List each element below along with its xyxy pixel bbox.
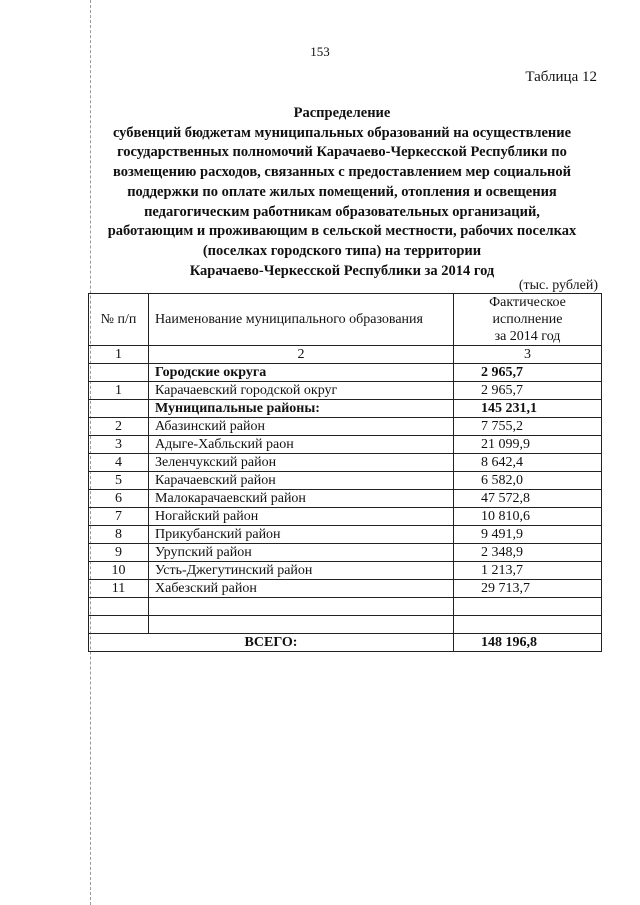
header-value-line: за 2014 год — [494, 329, 561, 344]
group-row-urban — [89, 364, 602, 382]
header-value-line: исполнение — [492, 312, 563, 327]
table-cell — [89, 364, 149, 382]
table-row — [89, 490, 602, 508]
row-value: 10 810,6 — [454, 508, 602, 526]
empty-row — [89, 598, 602, 616]
title-line: поддержки по оплате жилых помещений, отопления и освещения — [127, 183, 557, 200]
row-name: Усть-Джегутинский район — [149, 562, 454, 580]
row-value: 1 213,7 — [454, 562, 602, 580]
row-value: 6 582,0 — [454, 472, 602, 490]
header-name: Наименование муниципального образования — [149, 294, 454, 346]
table-cell — [149, 598, 454, 616]
header-value — [454, 294, 602, 346]
row-value: 7 755,2 — [454, 418, 602, 436]
header-num: № п/п — [89, 294, 149, 346]
table-row — [89, 544, 602, 562]
column-number: 3 — [454, 346, 602, 364]
row-name: Карачаевский городской округ — [149, 382, 454, 400]
group-label: Муниципальные районы: — [149, 400, 454, 418]
unit-label: (тыс. рублей) — [518, 278, 598, 293]
group-value: 2 965,7 — [454, 364, 602, 382]
table-cell — [149, 616, 454, 634]
page-number: 153 — [310, 44, 330, 59]
total-value: 148 196,8 — [454, 634, 602, 652]
title-line: педагогическим работникам образовательных организаций, — [144, 203, 540, 220]
table-row — [89, 436, 602, 454]
table-row — [89, 454, 602, 472]
row-name: Хабезский район — [149, 580, 454, 598]
row-value: 2 965,7 — [454, 382, 602, 400]
title-line: Карачаево-Черкесской Республики за 2014 год — [189, 262, 495, 279]
table-cell — [454, 616, 602, 634]
table-label: Таблица 12 — [525, 69, 597, 85]
table-header-row — [89, 294, 602, 346]
table-cell — [89, 616, 149, 634]
row-num: 4 — [89, 454, 149, 472]
group-value: 145 231,1 — [454, 400, 602, 418]
title-line: работающим и проживающим в сельской местности, рабочих поселках — [107, 223, 577, 240]
row-value: 47 572,8 — [454, 490, 602, 508]
column-number: 1 — [89, 346, 149, 364]
row-name: Зеленчукский район — [149, 454, 454, 472]
table-row — [89, 418, 602, 436]
title-line: Распределение — [293, 105, 391, 121]
row-name: Карачаевский район — [149, 472, 454, 490]
group-row-districts — [89, 400, 602, 418]
table-row — [89, 580, 602, 598]
header-value-line: Фактическое — [489, 295, 566, 310]
group-label: Городские округа — [149, 364, 454, 382]
row-num: 2 — [89, 418, 149, 436]
table-row — [89, 472, 602, 490]
table-row — [89, 562, 602, 580]
table-cell — [89, 598, 149, 616]
row-value: 9 491,9 — [454, 526, 602, 544]
column-number-row — [89, 346, 602, 364]
row-num: 8 — [89, 526, 149, 544]
row-num: 9 — [89, 544, 149, 562]
row-name: Малокарачаевский район — [149, 490, 454, 508]
column-number: 2 — [149, 346, 454, 364]
row-num: 10 — [89, 562, 149, 580]
spacer-row — [89, 616, 602, 634]
row-num: 7 — [89, 508, 149, 526]
row-value: 21 099,9 — [454, 436, 602, 454]
row-num: 6 — [89, 490, 149, 508]
table-row — [89, 382, 602, 400]
row-num: 11 — [89, 580, 149, 598]
row-name: Урупский район — [149, 544, 454, 562]
distribution-table — [88, 293, 602, 652]
title-line: субвенций бюджетам муниципальных образований на осуществление — [112, 124, 572, 141]
row-num: 5 — [89, 472, 149, 490]
title-line: (поселках городского типа) на территории — [202, 242, 482, 259]
table-cell — [89, 400, 149, 418]
title-line: государственных полномочий Карачаево-Черкесской Республики по — [117, 144, 567, 161]
table-row — [89, 526, 602, 544]
row-num: 3 — [89, 436, 149, 454]
row-name: Адыге-Хабльский раон — [149, 436, 454, 454]
table-cell — [454, 598, 602, 616]
row-name: Прикубанский район — [149, 526, 454, 544]
title-line: возмещению расходов, связанных с предоставлением мер социальной — [113, 164, 571, 181]
row-value: 29 713,7 — [454, 580, 602, 598]
row-name: Ногайский район — [149, 508, 454, 526]
row-num: 1 — [89, 382, 149, 400]
total-row — [89, 634, 602, 652]
table-row — [89, 508, 602, 526]
row-value: 8 642,4 — [454, 454, 602, 472]
total-label: ВСЕГО: — [89, 634, 454, 652]
document-title — [82, 104, 602, 281]
row-name: Абазинский район — [149, 418, 454, 436]
row-value: 2 348,9 — [454, 544, 602, 562]
